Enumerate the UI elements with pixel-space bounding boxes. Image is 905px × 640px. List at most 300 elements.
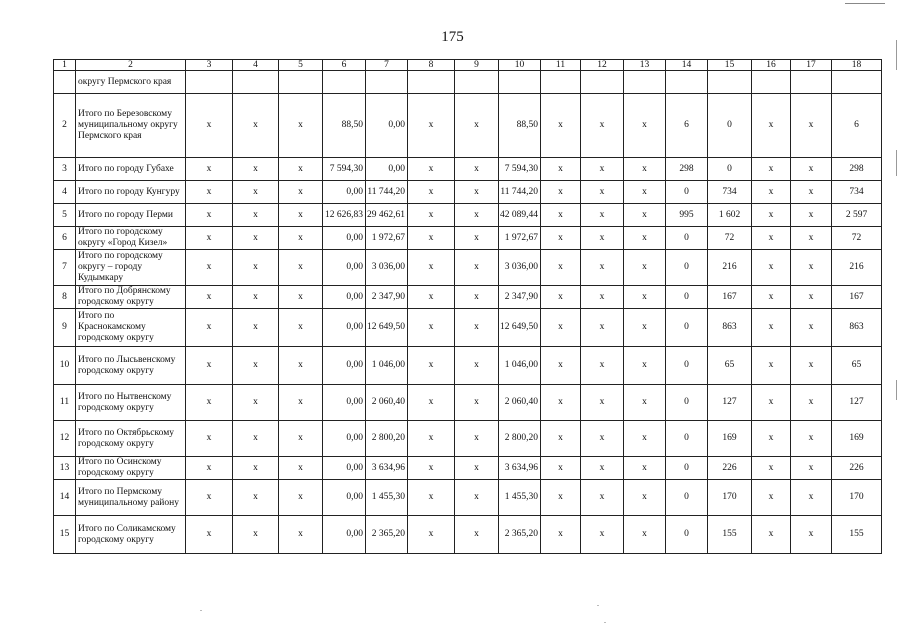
amount-cell: 3 634,96: [499, 457, 541, 480]
table-cell: [279, 71, 323, 94]
table-cell: х: [791, 181, 832, 204]
table-row: [54, 421, 882, 457]
table-cell: х: [624, 309, 666, 347]
amount-cell: 0,00: [323, 421, 366, 457]
table-cell: х: [541, 94, 581, 158]
table-cell: 167: [708, 286, 752, 309]
table-cell: [408, 71, 455, 94]
table-cell: х: [408, 385, 455, 421]
table-cell: х: [233, 94, 279, 158]
page-number: 175: [441, 29, 464, 45]
amount-cell: [366, 71, 408, 94]
table-cell: х: [408, 227, 455, 250]
amount-cell: 1 455,30: [499, 480, 541, 516]
table-cell: х: [541, 204, 581, 227]
table-cell: х: [408, 286, 455, 309]
table-cell: х: [233, 181, 279, 204]
table-cell: х: [624, 421, 666, 457]
table-cell: х: [408, 158, 455, 181]
table-cell: х: [279, 250, 323, 286]
table-cell: х: [455, 347, 499, 385]
table-cell: х: [624, 250, 666, 286]
table-cell: [666, 71, 708, 94]
table-cell: 127: [708, 385, 752, 421]
table-cell: х: [408, 347, 455, 385]
table-cell: х: [408, 250, 455, 286]
table-cell: х: [624, 347, 666, 385]
amount-cell: 1 046,00: [366, 347, 408, 385]
table-cell: х: [408, 480, 455, 516]
amount-cell: 11 744,20: [499, 181, 541, 204]
amount-cell: 3 036,00: [499, 250, 541, 286]
amount-cell: 1 455,30: [366, 480, 408, 516]
table-cell: х: [233, 250, 279, 286]
table-cell: х: [279, 227, 323, 250]
table-cell: 170: [708, 480, 752, 516]
table-cell: х: [408, 94, 455, 158]
table-cell: 0: [666, 181, 708, 204]
table-cell: х: [752, 204, 791, 227]
amount-cell: 12 626,83: [323, 204, 366, 227]
table-cell: х: [186, 480, 233, 516]
amount-cell: 2 060,40: [499, 385, 541, 421]
table-cell: х: [455, 385, 499, 421]
amount-cell: 0,00: [323, 457, 366, 480]
table-cell: х: [791, 347, 832, 385]
table-row: [54, 158, 882, 181]
table-cell: х: [186, 227, 233, 250]
table-cell: х: [791, 421, 832, 457]
table-cell: х: [455, 309, 499, 347]
table-cell: х: [541, 347, 581, 385]
amount-cell: 12 649,50: [499, 309, 541, 347]
territory-name-cell: Итого по Октябрьскому городскому округу: [76, 421, 186, 457]
column-header-16: 16: [752, 60, 791, 71]
table-cell: 863: [832, 309, 882, 347]
scan-speck: [604, 622, 606, 623]
table-cell: х: [455, 457, 499, 480]
table-cell: 65: [708, 347, 752, 385]
table-cell: х: [752, 347, 791, 385]
table-cell: х: [233, 516, 279, 554]
table-cell: х: [279, 286, 323, 309]
column-header-7: 7: [366, 60, 408, 71]
row-number-cell: 4: [54, 181, 76, 204]
table-cell: х: [581, 181, 624, 204]
row-number-cell: 15: [54, 516, 76, 554]
table-row: [54, 385, 882, 421]
amount-cell: 0,00: [323, 309, 366, 347]
table-cell: х: [624, 516, 666, 554]
table-row: [54, 347, 882, 385]
table-row: [54, 204, 882, 227]
table-cell: 216: [832, 250, 882, 286]
table-cell: х: [624, 227, 666, 250]
amount-cell: 88,50: [323, 94, 366, 158]
row-number-cell: 8: [54, 286, 76, 309]
table-cell: х: [752, 421, 791, 457]
table-cell: 169: [832, 421, 882, 457]
table-cell: х: [581, 227, 624, 250]
table-cell: х: [279, 158, 323, 181]
table-cell: х: [455, 286, 499, 309]
table-cell: х: [541, 457, 581, 480]
table-row: [54, 286, 882, 309]
table-cell: х: [581, 204, 624, 227]
table-cell: х: [581, 250, 624, 286]
table-cell: х: [455, 94, 499, 158]
table-cell: 0: [666, 250, 708, 286]
table-cell: х: [581, 516, 624, 554]
table-cell: х: [186, 94, 233, 158]
table-cell: х: [581, 480, 624, 516]
column-header-3: 3: [186, 60, 233, 71]
column-header-15: 15: [708, 60, 752, 71]
column-header-12: 12: [581, 60, 624, 71]
amount-cell: [323, 71, 366, 94]
row-number-cell: 6: [54, 227, 76, 250]
table-cell: х: [752, 94, 791, 158]
row-number-cell: 2: [54, 94, 76, 158]
table-cell: 734: [708, 181, 752, 204]
table-cell: х: [455, 204, 499, 227]
table-cell: х: [233, 158, 279, 181]
table-cell: х: [581, 286, 624, 309]
table-cell: х: [624, 204, 666, 227]
table-cell: 0: [708, 94, 752, 158]
territory-name-cell: Итого по Лысьвенскому городскому округу: [76, 347, 186, 385]
table-cell: х: [752, 480, 791, 516]
amount-cell: 0,00: [366, 158, 408, 181]
amount-cell: 7 594,30: [499, 158, 541, 181]
table-cell: [186, 71, 233, 94]
top-edge-rule: [845, 3, 885, 4]
table-cell: х: [233, 457, 279, 480]
table-cell: х: [752, 158, 791, 181]
table-cell: х: [752, 309, 791, 347]
row-number-cell: 9: [54, 309, 76, 347]
amount-cell: [499, 71, 541, 94]
amount-cell: 12 649,50: [366, 309, 408, 347]
table-cell: 226: [832, 457, 882, 480]
amount-cell: 42 089,44: [499, 204, 541, 227]
table-row: [54, 516, 882, 554]
table-cell: х: [541, 480, 581, 516]
table-cell: х: [791, 480, 832, 516]
row-number-cell: 5: [54, 204, 76, 227]
territory-name-cell: Итого по городу Кунгуру: [76, 181, 186, 204]
amount-cell: 29 462,61: [366, 204, 408, 227]
amount-cell: 0,00: [323, 516, 366, 554]
table-cell: х: [624, 181, 666, 204]
amount-cell: 2 347,90: [366, 286, 408, 309]
table-row: [54, 71, 882, 94]
table-cell: 127: [832, 385, 882, 421]
table-cell: х: [186, 347, 233, 385]
table-cell: х: [233, 421, 279, 457]
table-cell: х: [233, 227, 279, 250]
column-header-4: 4: [233, 60, 279, 71]
table-cell: х: [541, 227, 581, 250]
amount-cell: 88,50: [499, 94, 541, 158]
table-cell: [233, 71, 279, 94]
column-header-13: 13: [624, 60, 666, 71]
table-cell: х: [279, 204, 323, 227]
table-cell: х: [752, 457, 791, 480]
amount-cell: 3 036,00: [366, 250, 408, 286]
amount-cell: 2 365,20: [499, 516, 541, 554]
table-cell: х: [186, 204, 233, 227]
table-cell: х: [581, 421, 624, 457]
column-header-9: 9: [455, 60, 499, 71]
amount-cell: 0,00: [366, 94, 408, 158]
table-cell: х: [279, 516, 323, 554]
table-cell: 65: [832, 347, 882, 385]
table-cell: х: [455, 250, 499, 286]
amount-cell: 1 972,67: [499, 227, 541, 250]
column-header-11: 11: [541, 60, 581, 71]
table-cell: х: [186, 250, 233, 286]
table-cell: х: [541, 385, 581, 421]
table-cell: х: [233, 204, 279, 227]
table-cell: х: [791, 158, 832, 181]
table-cell: 0: [666, 309, 708, 347]
amount-cell: 3 634,96: [366, 457, 408, 480]
table-cell: [455, 71, 499, 94]
table-cell: х: [186, 421, 233, 457]
table-cell: х: [752, 516, 791, 554]
table-cell: х: [455, 421, 499, 457]
table-cell: х: [624, 158, 666, 181]
table-cell: [791, 71, 832, 94]
column-header-5: 5: [279, 60, 323, 71]
table-cell: х: [455, 227, 499, 250]
table-cell: х: [186, 309, 233, 347]
territory-name-cell: Итого по Соликамскому городскому округу: [76, 516, 186, 554]
table-cell: х: [408, 204, 455, 227]
scan-edge-mark: [896, 150, 897, 176]
table-cell: х: [455, 158, 499, 181]
amount-cell: 0,00: [323, 181, 366, 204]
table-cell: х: [408, 181, 455, 204]
row-number-cell: 11: [54, 385, 76, 421]
table-cell: х: [581, 94, 624, 158]
table-cell: 167: [832, 286, 882, 309]
table-cell: х: [624, 286, 666, 309]
table-cell: 155: [832, 516, 882, 554]
table-cell: 0: [666, 347, 708, 385]
table-cell: [832, 71, 882, 94]
territory-name-cell: Итого по Добрянскому городскому округу: [76, 286, 186, 309]
table-cell: х: [279, 421, 323, 457]
table-cell: 0: [666, 421, 708, 457]
table-cell: х: [233, 309, 279, 347]
table-cell: х: [408, 516, 455, 554]
table-cell: х: [624, 480, 666, 516]
table-cell: 226: [708, 457, 752, 480]
table-cell: 734: [832, 181, 882, 204]
amount-cell: 2 800,20: [499, 421, 541, 457]
table-cell: х: [791, 385, 832, 421]
column-header-17: 17: [791, 60, 832, 71]
amount-cell: 0,00: [323, 286, 366, 309]
table-cell: 1 602: [708, 204, 752, 227]
table-row: [54, 309, 882, 347]
scan-edge-mark: [896, 380, 897, 400]
column-header-8: 8: [408, 60, 455, 71]
table-cell: х: [408, 421, 455, 457]
table-row: [54, 227, 882, 250]
table-row: [54, 94, 882, 158]
table-cell: 72: [832, 227, 882, 250]
table-cell: х: [752, 227, 791, 250]
table-cell: 995: [666, 204, 708, 227]
table-cell: х: [581, 457, 624, 480]
territory-name-cell: Итого по Пермскому муниципальному району: [76, 480, 186, 516]
table-cell: х: [791, 309, 832, 347]
table-cell: х: [233, 347, 279, 385]
row-number-cell: 3: [54, 158, 76, 181]
table-cell: х: [455, 516, 499, 554]
table-cell: х: [279, 181, 323, 204]
column-header-14: 14: [666, 60, 708, 71]
column-header-6: 6: [323, 60, 366, 71]
table-cell: х: [279, 309, 323, 347]
table-cell: х: [408, 309, 455, 347]
table-cell: х: [455, 181, 499, 204]
table-cell: 72: [708, 227, 752, 250]
table-cell: 0: [666, 480, 708, 516]
table-cell: 0: [708, 158, 752, 181]
amount-cell: 0,00: [323, 250, 366, 286]
table-cell: 863: [708, 309, 752, 347]
table-cell: 0: [666, 227, 708, 250]
table-cell: х: [791, 250, 832, 286]
table-cell: х: [791, 204, 832, 227]
table-header: [54, 60, 882, 71]
amount-cell: 0,00: [323, 480, 366, 516]
scan-speck: [597, 605, 599, 606]
table-cell: х: [233, 286, 279, 309]
amount-cell: 0,00: [323, 347, 366, 385]
territory-name-cell: Итого по городу Губахе: [76, 158, 186, 181]
column-header-10: 10: [499, 60, 541, 71]
table-cell: х: [791, 516, 832, 554]
table-cell: х: [752, 250, 791, 286]
table-row: [54, 250, 882, 286]
table-cell: х: [186, 457, 233, 480]
row-number-cell: 14: [54, 480, 76, 516]
table-cell: [581, 71, 624, 94]
table-cell: х: [581, 347, 624, 385]
column-header-18: 18: [832, 60, 882, 71]
table-row: [54, 457, 882, 480]
scan-speck: [200, 610, 202, 611]
amount-cell: 0,00: [323, 385, 366, 421]
table-cell: х: [581, 309, 624, 347]
data-table: [53, 59, 882, 554]
table-row: [54, 480, 882, 516]
territory-name-cell: Итого по городу Перми: [76, 204, 186, 227]
table-cell: 169: [708, 421, 752, 457]
table-cell: х: [186, 181, 233, 204]
row-number-cell: 12: [54, 421, 76, 457]
table-cell: х: [752, 181, 791, 204]
amount-cell: 1 046,00: [499, 347, 541, 385]
amount-cell: 7 594,30: [323, 158, 366, 181]
table-cell: х: [279, 347, 323, 385]
table-cell: [708, 71, 752, 94]
table-cell: 6: [832, 94, 882, 158]
table-cell: х: [581, 385, 624, 421]
table-cell: 0: [666, 385, 708, 421]
table-cell: х: [233, 385, 279, 421]
table-cell: х: [624, 94, 666, 158]
table-cell: х: [408, 457, 455, 480]
table-body: [54, 71, 882, 554]
amount-cell: 2 800,20: [366, 421, 408, 457]
column-header-1: 1: [54, 60, 76, 71]
table-cell: [624, 71, 666, 94]
table-cell: х: [541, 181, 581, 204]
table-cell: х: [279, 480, 323, 516]
row-number-cell: 13: [54, 457, 76, 480]
table-cell: 298: [832, 158, 882, 181]
header-row: [54, 60, 882, 71]
amount-cell: 2 060,40: [366, 385, 408, 421]
row-number-cell: 7: [54, 250, 76, 286]
table-cell: 6: [666, 94, 708, 158]
table-cell: 298: [666, 158, 708, 181]
table-cell: [752, 71, 791, 94]
table-cell: х: [541, 516, 581, 554]
table-cell: х: [186, 516, 233, 554]
table-cell: х: [791, 286, 832, 309]
table-cell: х: [279, 385, 323, 421]
row-number-cell: 10: [54, 347, 76, 385]
table-cell: х: [791, 227, 832, 250]
territory-name-cell: Итого по городскому округу «Город Кизел»: [76, 227, 186, 250]
table-cell: х: [455, 480, 499, 516]
territory-name-cell: Итого по Осинскому городскому округу: [76, 457, 186, 480]
table-cell: х: [279, 457, 323, 480]
column-header-2: 2: [76, 60, 186, 71]
territory-name-cell: Итого по Березовскому муниципальному округу Пермского края: [76, 94, 186, 158]
table-cell: х: [791, 94, 832, 158]
territory-name-cell: Итого по Нытвенскому городскому округу: [76, 385, 186, 421]
table-cell: х: [541, 158, 581, 181]
table-cell: х: [624, 385, 666, 421]
amount-cell: 11 744,20: [366, 181, 408, 204]
table-cell: 0: [666, 286, 708, 309]
table-cell: 0: [666, 457, 708, 480]
table-cell: х: [581, 158, 624, 181]
table-cell: х: [233, 480, 279, 516]
table-cell: 216: [708, 250, 752, 286]
amount-cell: 2 365,20: [366, 516, 408, 554]
territory-name-cell: Итого по Краснокамскому городскому округу: [76, 309, 186, 347]
row-number-cell: [54, 71, 76, 94]
table-cell: 2 597: [832, 204, 882, 227]
table-cell: х: [752, 385, 791, 421]
table-cell: х: [279, 94, 323, 158]
table-cell: х: [541, 250, 581, 286]
table-cell: х: [186, 286, 233, 309]
table-cell: 170: [832, 480, 882, 516]
table-cell: 0: [666, 516, 708, 554]
amount-cell: 2 347,90: [499, 286, 541, 309]
table-cell: х: [186, 385, 233, 421]
